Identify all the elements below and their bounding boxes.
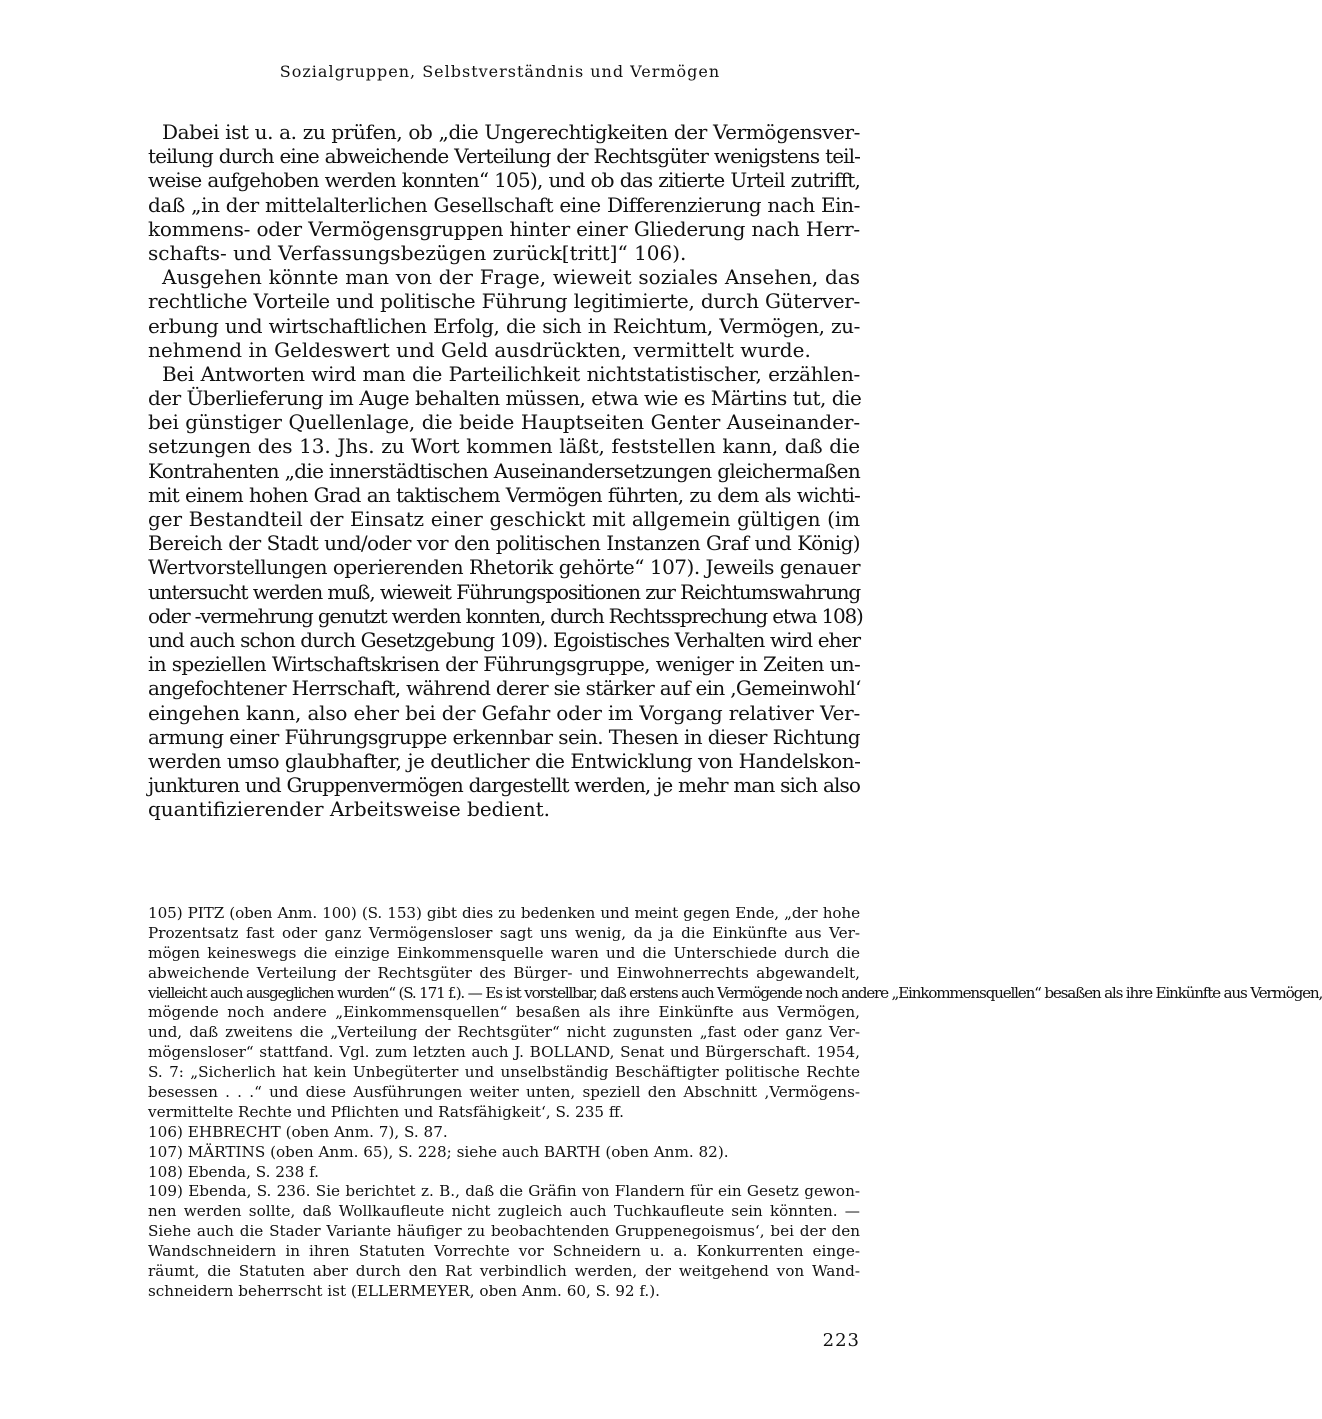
running-header: Sozialgruppen, Selbstverständnis und Vermögen bbox=[279, 62, 721, 81]
footnote-line: 107) MÄRTINS (oben Anm. 65), S. 228; siehe auch BARTH (oben Anm. 82). bbox=[148, 1142, 729, 1161]
footnotes bbox=[148, 904, 1322, 1302]
text-line: werden umso glaubhafter, je deutlicher die Entwicklung von Handelskon- bbox=[148, 748, 861, 773]
text-line: quantifizierender Arbeitsweise bedient. bbox=[148, 797, 550, 822]
text-line: setzungen des 13. Jhs. zu Wort kommen läßt, feststellen kann, daß die bbox=[148, 434, 860, 459]
paragraph bbox=[148, 361, 863, 822]
text-line: angefochtener Herrschaft, während derer sie stärker auf ein ‚Gemeinwohl‘ bbox=[148, 676, 861, 701]
text-line: in speziellen Wirtschaftskrisen der Führungsgruppe, weniger in Zeiten un- bbox=[148, 652, 860, 677]
text-line: Bei Antworten wird man die Parteilichkeit nichtstatistischer, erzählen- bbox=[162, 361, 860, 386]
footnote-line: mögen keineswegs die einzige Einkommensquelle waren und die Unterschiede durch die bbox=[148, 943, 860, 962]
footnote-line: Wandschneidern in ihren Statuten Vorrechte vor Schneidern u. a. Konkurrenten einge- bbox=[148, 1242, 860, 1261]
footnote-line: besessen . . .“ und diese Ausführungen weiter unten, speziell den Abschnitt ‚Vermögens- bbox=[148, 1083, 860, 1102]
footnote-line: 108) Ebenda, S. 238 f. bbox=[148, 1162, 319, 1181]
paragraph bbox=[148, 120, 860, 265]
footnote-line: nen werden sollte, daß Wollkaufleute nicht zugleich auch Tuchkaufleute sein könnten. — bbox=[148, 1202, 860, 1221]
text-line: mit einem hohen Grad an taktischem Vermögen führten, zu dem als wichti- bbox=[148, 482, 860, 507]
footnote-line: 105) PITZ (oben Anm. 100) (S. 153) gibt dies zu bedenken und meint gegen Ende, „der hohe bbox=[148, 904, 860, 922]
text-line: bei günstiger Quellenlage, die beide Hauptseiten Genter Auseinander- bbox=[148, 410, 860, 435]
paragraph bbox=[148, 265, 860, 362]
text-line: Dabei ist u. a. zu prüfen, ob „die Ungerechtigkeiten der Vermögensver- bbox=[162, 120, 860, 144]
text-line: der Überlieferung im Auge behalten müssen, etwa wie es Märtins tut, die bbox=[148, 386, 862, 411]
text-line: daß „in der mittelalterlichen Gesellschaft eine Differenzierung nach Ein- bbox=[148, 192, 860, 217]
footnote-line: mögende noch andere „Einkommensquellen“ besaßen als ihre Einkünfte aus Vermögen, bbox=[148, 1003, 860, 1022]
text-line: teilung durch eine abweichende Verteilung der Rechtsgüter wenigstens teil- bbox=[148, 144, 860, 169]
footnote-line: schneidern beherrscht ist (ELLERMEYER, oben Anm. 60, S. 92 f.). bbox=[148, 1281, 661, 1300]
footnote-line: räumt, die Statuten aber durch den Rat verbindlich werden, der weitgehend von Wand- bbox=[148, 1262, 860, 1281]
footnote-line: 109) Ebenda, S. 236. Sie berichtet z. B., daß die Gräfin von Flandern für ein Gesetz gewon- bbox=[148, 1182, 860, 1201]
text-line: Bereich der Stadt und/oder vor den politischen Instanzen Graf und König) bbox=[148, 531, 860, 556]
footnote-line: Siehe auch die Stader Variante häufiger zu beobachtenden Gruppenegoismus‘, bei der den bbox=[148, 1222, 860, 1241]
main-text bbox=[148, 120, 863, 822]
footnote-line: vielleicht auch ausgeglichen wurden“ (S. 171 f.). — Es ist vorstellbar, daß erstens auch Vermögende noch andere „Einkommensquellen“ besaßen als ihre Einkünfte aus Vermögen, bbox=[148, 983, 1322, 1002]
text-line: ger Bestandteil der Einsatz einer geschickt mit allgemein gültigen (im bbox=[148, 507, 860, 531]
footnote-line: 106) EHBRECHT (oben Anm. 7), S. 87. bbox=[148, 1122, 448, 1141]
text-line: untersucht werden muß, wieweit Führungspositionen zur Reichtumswahrung bbox=[148, 579, 861, 604]
text-line: junkturen und Gruppenvermögen dargestellt werden, je mehr man sich also bbox=[148, 773, 860, 798]
text-line: oder -vermehrung genutzt werden konnten, durch Rechtssprechung etwa 108) bbox=[148, 603, 863, 628]
text-line: kommens- oder Vermögensgruppen hinter einer Gliederung nach Herr- bbox=[148, 216, 860, 241]
text-line: eingehen kann, also eher bei der Gefahr oder im Vorgang relativer Ver- bbox=[148, 700, 860, 725]
text-line: erbung und wirtschaftlichen Erfolg, die sich in Reichtum, Vermögen, zu- bbox=[148, 313, 860, 338]
footnote-line: abweichende Verteilung der Rechtsgüter des Bürger- und Einwohnerrechts abgewandelt, bbox=[148, 963, 860, 982]
footnote-line: S. 7: „Sicherlich hat kein Unbegüterter und unselbständig Beschäftigter politische Rechte bbox=[148, 1063, 860, 1082]
text-line: armung einer Führungsgruppe erkennbar sein. Thesen in dieser Richtung bbox=[148, 724, 860, 749]
page-number: 223 bbox=[822, 1330, 860, 1351]
text-line: Kontrahenten „die innerstädtischen Auseinandersetzungen gleichermaßen bbox=[148, 458, 860, 483]
text-line: nehmend in Geldeswert und Geld ausdrückten, vermittelt wurde. bbox=[148, 337, 811, 362]
text-line: rechtliche Vorteile und politische Führung legitimierte, durch Güterver- bbox=[148, 289, 860, 314]
footnote-line: vermittelte Rechte und Pflichten und Ratsfähigkeit‘, S. 235 ff. bbox=[148, 1102, 624, 1121]
text-line: weise aufgehoben werden konnten“ 105), und ob das zitierte Urteil zutrifft, bbox=[148, 168, 860, 193]
text-line: und auch schon durch Gesetzgebung 109). Egoistisches Verhalten wird eher bbox=[148, 627, 861, 652]
footnote-line: Prozentsatz fast oder ganz Vermögensloser sagt uns wenig, da ja die Einkünfte aus Ver- bbox=[148, 923, 860, 942]
text-line: Ausgehen könnte man von der Frage, wieweit soziales Ansehen, das bbox=[162, 265, 860, 290]
footnote-line: und, daß zweitens die „Verteilung der Rechtsgüter“ nicht zugunsten „fast oder ganz Ver- bbox=[148, 1023, 860, 1042]
text-line: schafts- und Verfassungsbezügen zurück[tritt]“ 106). bbox=[148, 240, 687, 265]
footnote-line: mögensloser“ stattfand. Vgl. zum letzten auch J. BOLLAND, Senat und Bürgerschaft. 1954, bbox=[148, 1043, 860, 1062]
text-line: Wertvorstellungen operierenden Rhetorik gehörte“ 107). Jeweils genauer bbox=[148, 555, 860, 580]
